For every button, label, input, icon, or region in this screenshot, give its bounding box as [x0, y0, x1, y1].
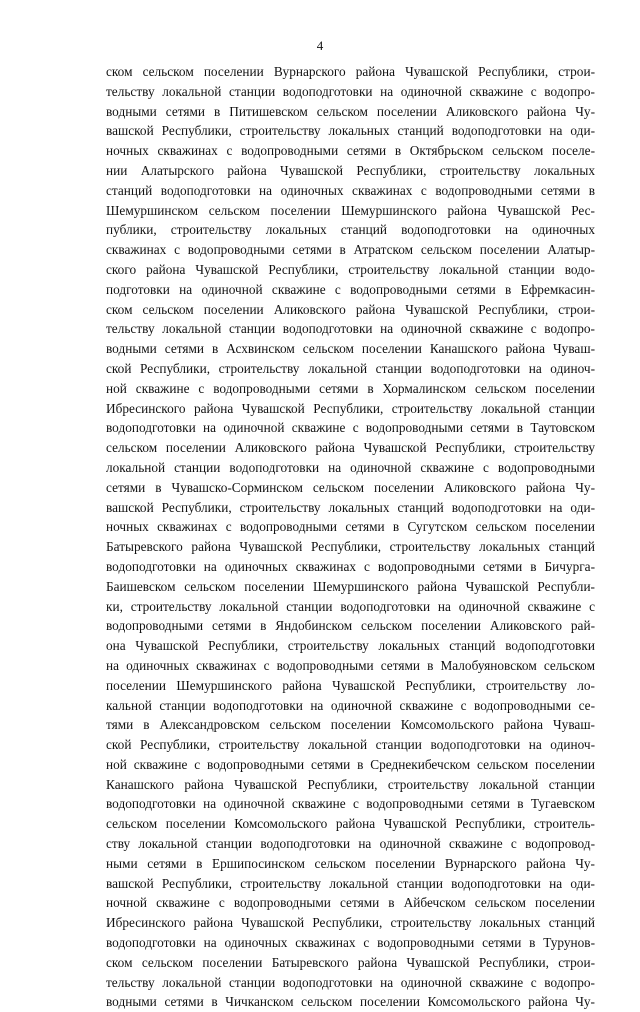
text-line: тельству локальной станции водоподготовки на одиночной скважине с водопро-: [106, 83, 595, 99]
text-line: локальной станции водоподготовки на одиночной скважине с водопроводными: [106, 459, 595, 475]
text-line: ночных скважинах с водопроводными сетями в Октябрьском сельском поселе-: [106, 143, 595, 159]
text-line: ской Республики, строительству локальной станции водоподготовки на одиноч-: [106, 737, 595, 753]
text-line: водоподготовки на одиночных скважинах с водопроводными сетями в Бичурга-: [106, 558, 595, 574]
text-line: ночной скважине с водопроводными сетями в Айбечском сельском поселении: [106, 895, 595, 911]
text-line: водопроводными сетями в Яндобинском сельском поселении Аликовского рай-: [106, 618, 595, 634]
document-body-text: [106, 62, 595, 1012]
text-line: сельском поселении Комсомольского района Чувашской Республики, строитель-: [106, 816, 595, 832]
text-line: водоподготовки на одиночной скважине с водопроводными сетями в Таутовском: [106, 420, 595, 436]
text-line: сетями в Чувашско-Сорминском сельском поселении Аликовского района Чу-: [106, 479, 595, 495]
text-line: сельском поселении Аликовского района Чувашской Республики, строительству: [106, 440, 595, 456]
text-line: вашской Республики, строительству локальной станции водоподготовки на оди-: [106, 875, 595, 891]
text-line: Канашского района Чувашской Республики, строительству локальной станции: [106, 776, 595, 792]
text-line: ной скважине с водопроводными сетями в Среднекибечском сельском поселении: [106, 756, 595, 772]
text-line: Шемуршинском сельском поселении Шемуршинского района Чувашской Рес-: [106, 202, 595, 218]
text-line: тельству локальной станции водоподготовки на одиночной скважине с водопро-: [106, 974, 595, 990]
text-line: публики, строительству локальных станций водоподготовки на одиночных: [106, 222, 595, 238]
text-line: водными сетями в Питишевском сельском поселении Аликовского района Чу-: [106, 103, 595, 119]
page-number: 4: [316, 38, 324, 53]
text-line: тями в Александровском сельском поселении Комсомольского района Чуваш-: [106, 717, 595, 733]
text-line: ными сетями в Ершипосинском сельском поселении Вурнарского района Чу-: [106, 855, 595, 871]
text-line: Ибресинского района Чувашской Республики, строительству локальной станции: [106, 400, 595, 416]
text-line: ной скважине с водопроводными сетями в Хормалинском сельском поселении: [106, 380, 595, 396]
text-line: Ибресинского района Чувашской Республики, строительству локальных станций: [106, 915, 595, 931]
text-line: вашской Республики, строительству локальных станций водоподготовки на оди-: [106, 499, 595, 515]
text-line: станций водоподготовки на одиночных скважинах с водопроводными сетями в: [106, 182, 595, 198]
text-line: водоподготовки на одиночной скважине с водопроводными сетями в Тугаевском: [106, 796, 595, 812]
text-line: водоподготовки на одиночных скважинах с водопроводными сетями в Турунов-: [106, 935, 595, 951]
text-line: нии Алатырского района Чувашской Республики, строительству локальных: [106, 162, 595, 178]
text-line: ки, строительству локальной станции водоподготовки на одиночной скважине с: [106, 598, 595, 614]
text-line: водными сетями в Чичканском сельском поселении Комсомольского района Чу-: [106, 994, 595, 1010]
text-line: поселении Шемуршинского района Чувашской Республики, строительству ло-: [106, 677, 595, 693]
text-line: ском сельском поселении Вурнарского района Чувашской Республики, строи-: [106, 64, 595, 79]
text-line: Батыревского района Чувашской Республики, строительству локальных станций: [106, 539, 595, 555]
text-line: ству локальной станции водоподготовки на одиночной скважине с водопровод-: [106, 836, 595, 852]
text-line: скважинах с водопроводными сетями в Атратском сельском поселении Алатыр-: [106, 242, 595, 258]
text-line: тельству локальной станции водоподготовки на одиночной скважине с водопро-: [106, 321, 595, 337]
text-line: водными сетями в Асхвинском сельском поселении Канашского района Чуваш-: [106, 341, 595, 357]
text-line: подготовки на одиночной скважине с водопроводными сетями в Ефремкасин-: [106, 281, 595, 297]
text-line: ского района Чувашской Республики, строительству локальной станции водо-: [106, 261, 595, 277]
text-line: ночных скважинах с водопроводными сетями в Сугутском сельском поселении: [106, 519, 595, 535]
text-line: на одиночных скважинах с водопроводными сетями в Малобуяновском сельском: [106, 657, 595, 673]
text-line: Баишевском сельском поселении Шемуршинского района Чувашской Республи-: [106, 578, 595, 594]
text-line: ском сельском поселении Батыревского района Чувашской Республики, строи-: [106, 954, 595, 970]
text-line: ском сельском поселении Аликовского района Чувашской Республики, строи-: [106, 301, 595, 317]
text-line: ской Республики, строительству локальной станции водоподготовки на одиноч-: [106, 360, 595, 376]
text-line: вашской Республики, строительству локальных станций водоподготовки на оди-: [106, 123, 595, 139]
text-line: она Чувашской Республики, строительству локальных станций водоподготовки: [106, 638, 595, 654]
text-line: кальной станции водоподготовки на одиночной скважине с водопроводными се-: [106, 697, 595, 713]
